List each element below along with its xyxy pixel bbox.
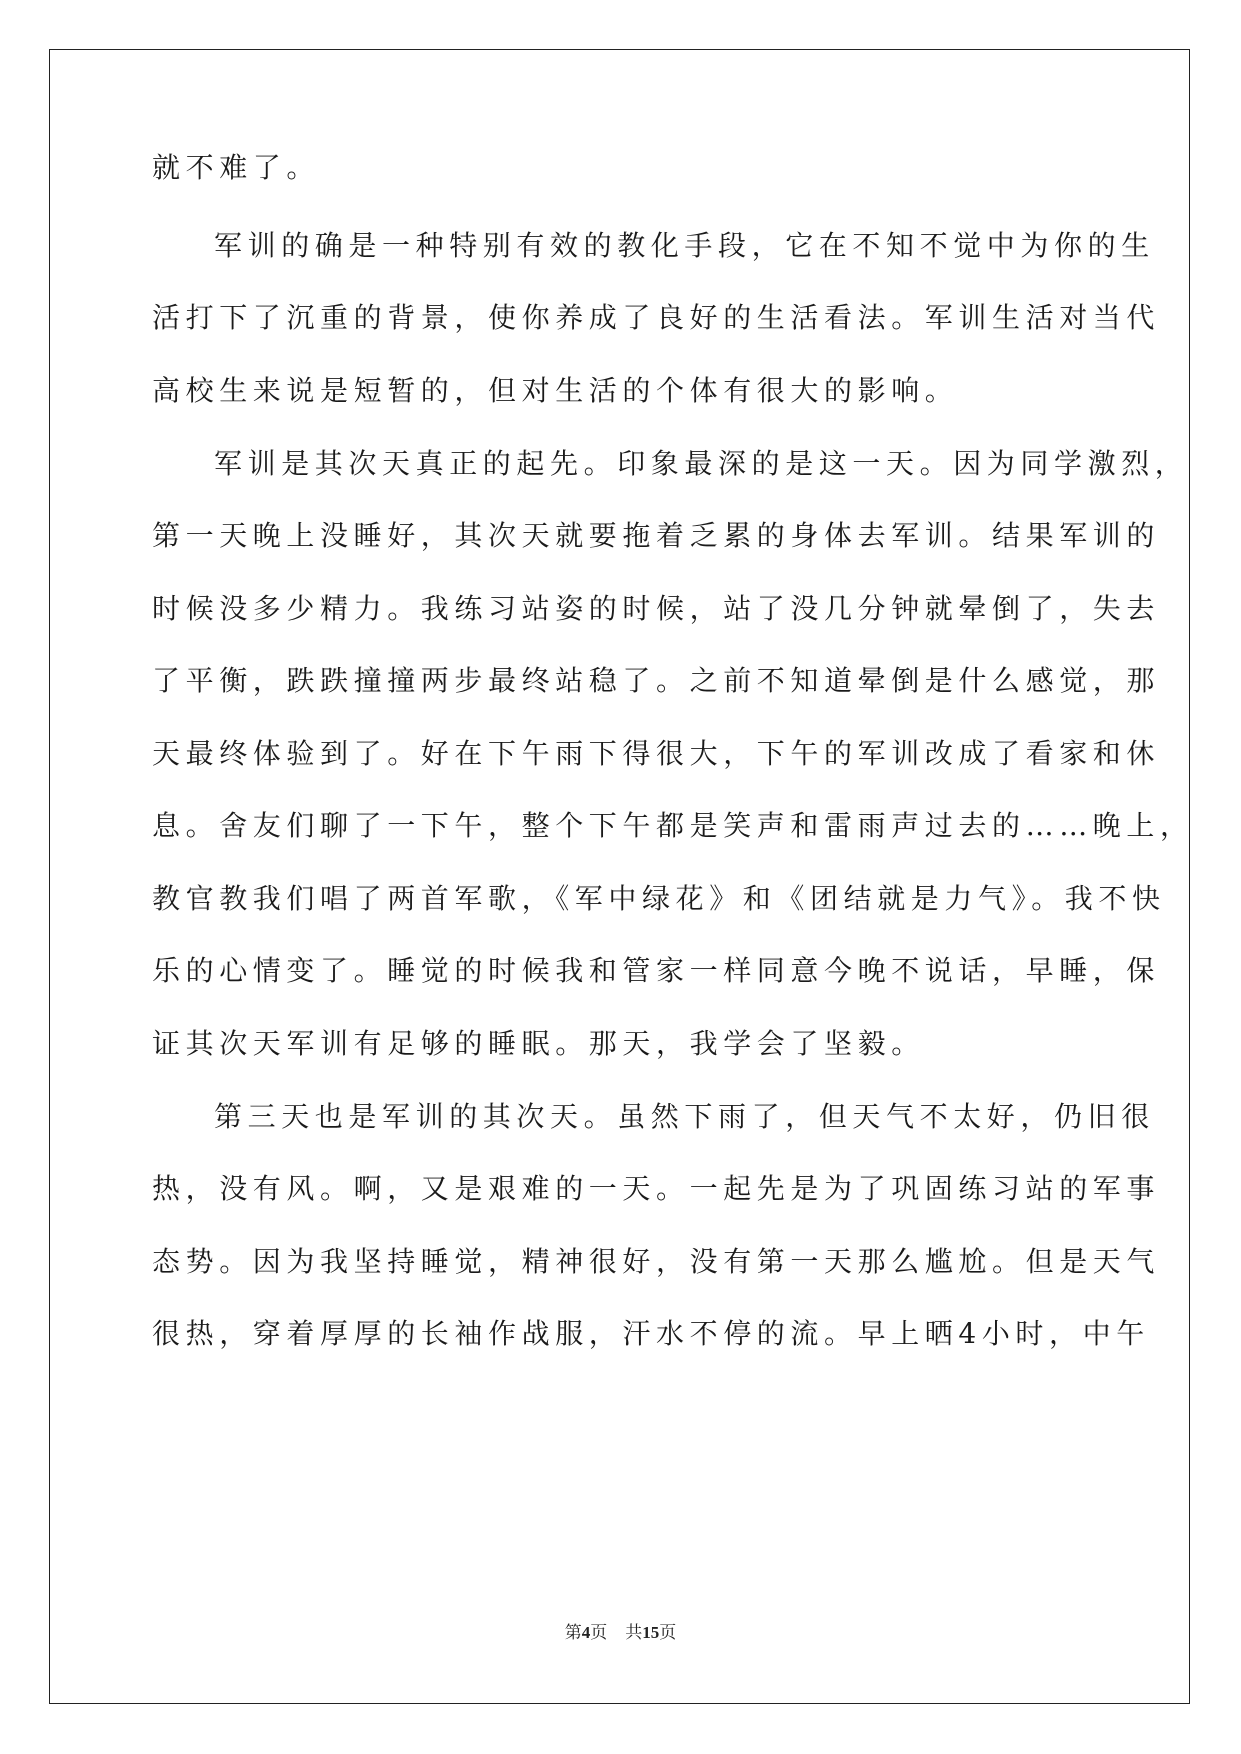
total-prefix: 共 (625, 1623, 643, 1642)
text-line: 证其次天军训有足够的睡眠。那天，我学会了坚毅。 (152, 1027, 925, 1060)
text-line: 活打下了沉重的背景，使你养成了良好的生活看法。军训生活对当代 (152, 301, 1161, 334)
paragraph-first-line: 第三天也是军训的其次天。虽然下雨了，但天气不太好，仍旧很 (214, 1100, 1155, 1133)
paragraph-first-line: 军训的确是一种特别有效的教化手段，它在不知不觉中为你的生 (214, 229, 1155, 262)
text-line: 高校生来说是短暂的，但对生活的个体有很大的影响。 (152, 374, 959, 407)
total-pages: 15 (642, 1623, 660, 1642)
text-line: 息。舍友们聊了一下午，整个下午都是笑声和雷雨声过去的……晚上， (152, 809, 1194, 842)
page-prefix: 第 (564, 1623, 582, 1642)
paragraph-first-line: 军训是其次天真正的起先。印象最深的是这一天。因为同学激烈， (214, 447, 1189, 480)
page-number: 4 (581, 1623, 591, 1642)
text-line: 乐的心情变了。睡觉的时候我和管家一样同意今晚不说话，早睡，保 (152, 954, 1161, 987)
text-line: 天最终体验到了。好在下午雨下得很大，下午的军训改成了看家和休 (152, 737, 1161, 770)
text-line: 就不难了。 (152, 151, 321, 184)
text-line: 热，没有风。啊，又是艰难的一天。一起先是为了巩固练习站的军事 (152, 1172, 1161, 1205)
text-line: 了平衡，跌跌撞撞两步最终站稳了。之前不知道晕倒是什么感觉，那 (152, 664, 1161, 697)
text-line: 第一天晚上没睡好，其次天就要拖着乏累的身体去军训。结果军训的 (152, 519, 1161, 552)
text-line: 很热，穿着厚厚的长袖作战服，汗水不停的流。早上晒4小时，中午 (152, 1317, 1150, 1350)
text-line: 教官教我们唱了两首军歌，《军中绿花》和《团结就是力气》。我不快 (152, 882, 1166, 915)
page-footer (0, 1622, 1241, 1644)
text-line: 态势。因为我坚持睡觉，精神很好，没有第一天那么尴尬。但是天气 (152, 1245, 1161, 1278)
page-suffix: 页 (590, 1623, 608, 1642)
total-suffix: 页 (659, 1623, 677, 1642)
text-line: 时候没多少精力。我练习站姿的时候，站了没几分钟就晕倒了，失去 (152, 592, 1161, 625)
